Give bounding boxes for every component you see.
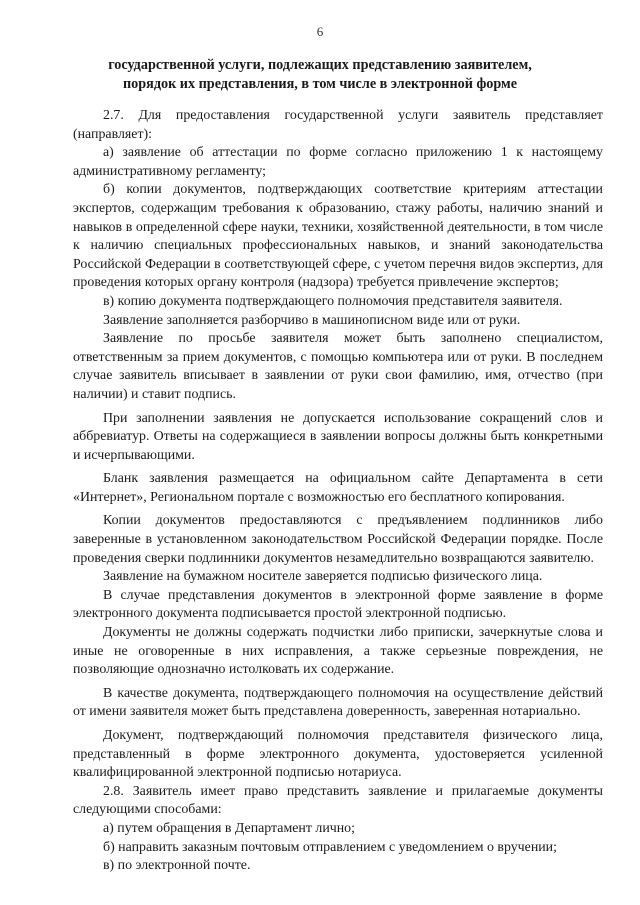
paragraph: Заявление по просьбе заявителя может быть заполнено специалистом, ответственным за прием документов, с помощью компьютера или от руки. В последнем случае заявитель вписывает в заявлении от руки свои фамилию, имя, отчество (при наличии) и ставит подпись. (73, 331, 603, 402)
paragraph: Документ, подтверждающий полномочия представителя физического лица, представленный в форме электронного документа, удостоверяется усиленной квалифицированной электронной подписью нотариуса. (73, 728, 603, 781)
paragraph: Заявление на бумажном носителе заверяется подписью физического лица. (103, 569, 543, 585)
paragraph: В случае представления документов в электронной форме заявление в форме электронного документа подписывается простой электронной подписью. (73, 587, 603, 622)
paragraph: При заполнении заявления не допускается использование сокращений слов и аббревиатур. Ответы на содержащиеся в заявлении вопросы должны быть конкретными и исчерпывающими. (73, 410, 603, 463)
page-number: 6 (316, 24, 324, 39)
heading-line: порядок их представления, в том числе в электронной форме (122, 76, 518, 92)
heading-line: государственной услуги, подлежащих представлению заявителем, (108, 57, 532, 73)
paragraph: б) направить заказным почтовым отправлением с уведомлением о вручении; (103, 839, 557, 855)
paragraph: В качестве документа, подтверждающего полномочия на осуществление действий от имени заявителя может быть представлена доверенность, заверенная нотариально. (73, 685, 603, 720)
paragraph: 2.7. Для предоставления государственной услуги заявитель представляет (направляет): (73, 108, 603, 142)
paragraph: в) по электронной почте. (103, 858, 251, 874)
paragraph: б) копии документов, подтверждающих соответствие критериям аттестации экспертов, содержащим требования к образованию, стажу работы, наличию знаний и навыков в определенной сфере науки, техники, хозяйственной деятельности, в том числе к наличию специальных профессиональных навыков, и знаний законодательства Российской Федерации в соответствующей сфере, с учетом перечня видов экспертиз, для проведения которых органу контроля (надзора) требуется привлечение экспертов; (73, 182, 603, 291)
paragraph: Бланк заявления размещается на официальном сайте Департамента в сети «Интернет», Региональном портале с возможностью его бесплатного копирования. (73, 471, 603, 505)
paragraph: в) копию документа подтверждающего полномочия представителя заявителя. (103, 293, 563, 309)
paragraph: 2.8. Заявитель имеет право представить заявление и прилагаемые документы следующими способами: (73, 783, 603, 818)
section-heading (60, 56, 580, 94)
paragraph: а) заявление об аттестации по форме согласно приложению 1 к настоящему административному регламенту; (73, 145, 603, 179)
paragraph: Копии документов предоставляются с предъявлением подлинников либо заверенные в установленном законодательством Российской Федерации порядке. После проведения сверки подлинники документов незамедлительно возвращаются заявителю. (73, 513, 603, 566)
paragraph: Документы не должны содержать подчистки либо приписки, зачеркнутые слова и иные не оговоренные в них исправления, а также серьезные повреждения, не позволяющие однозначно истолковать их содержание. (73, 625, 603, 678)
document-body (73, 107, 603, 876)
paragraph: Заявление заполняется разборчиво в машинописном виде или от руки. (103, 312, 521, 328)
paragraph: а) путем обращения в Департамент лично; (103, 820, 355, 836)
